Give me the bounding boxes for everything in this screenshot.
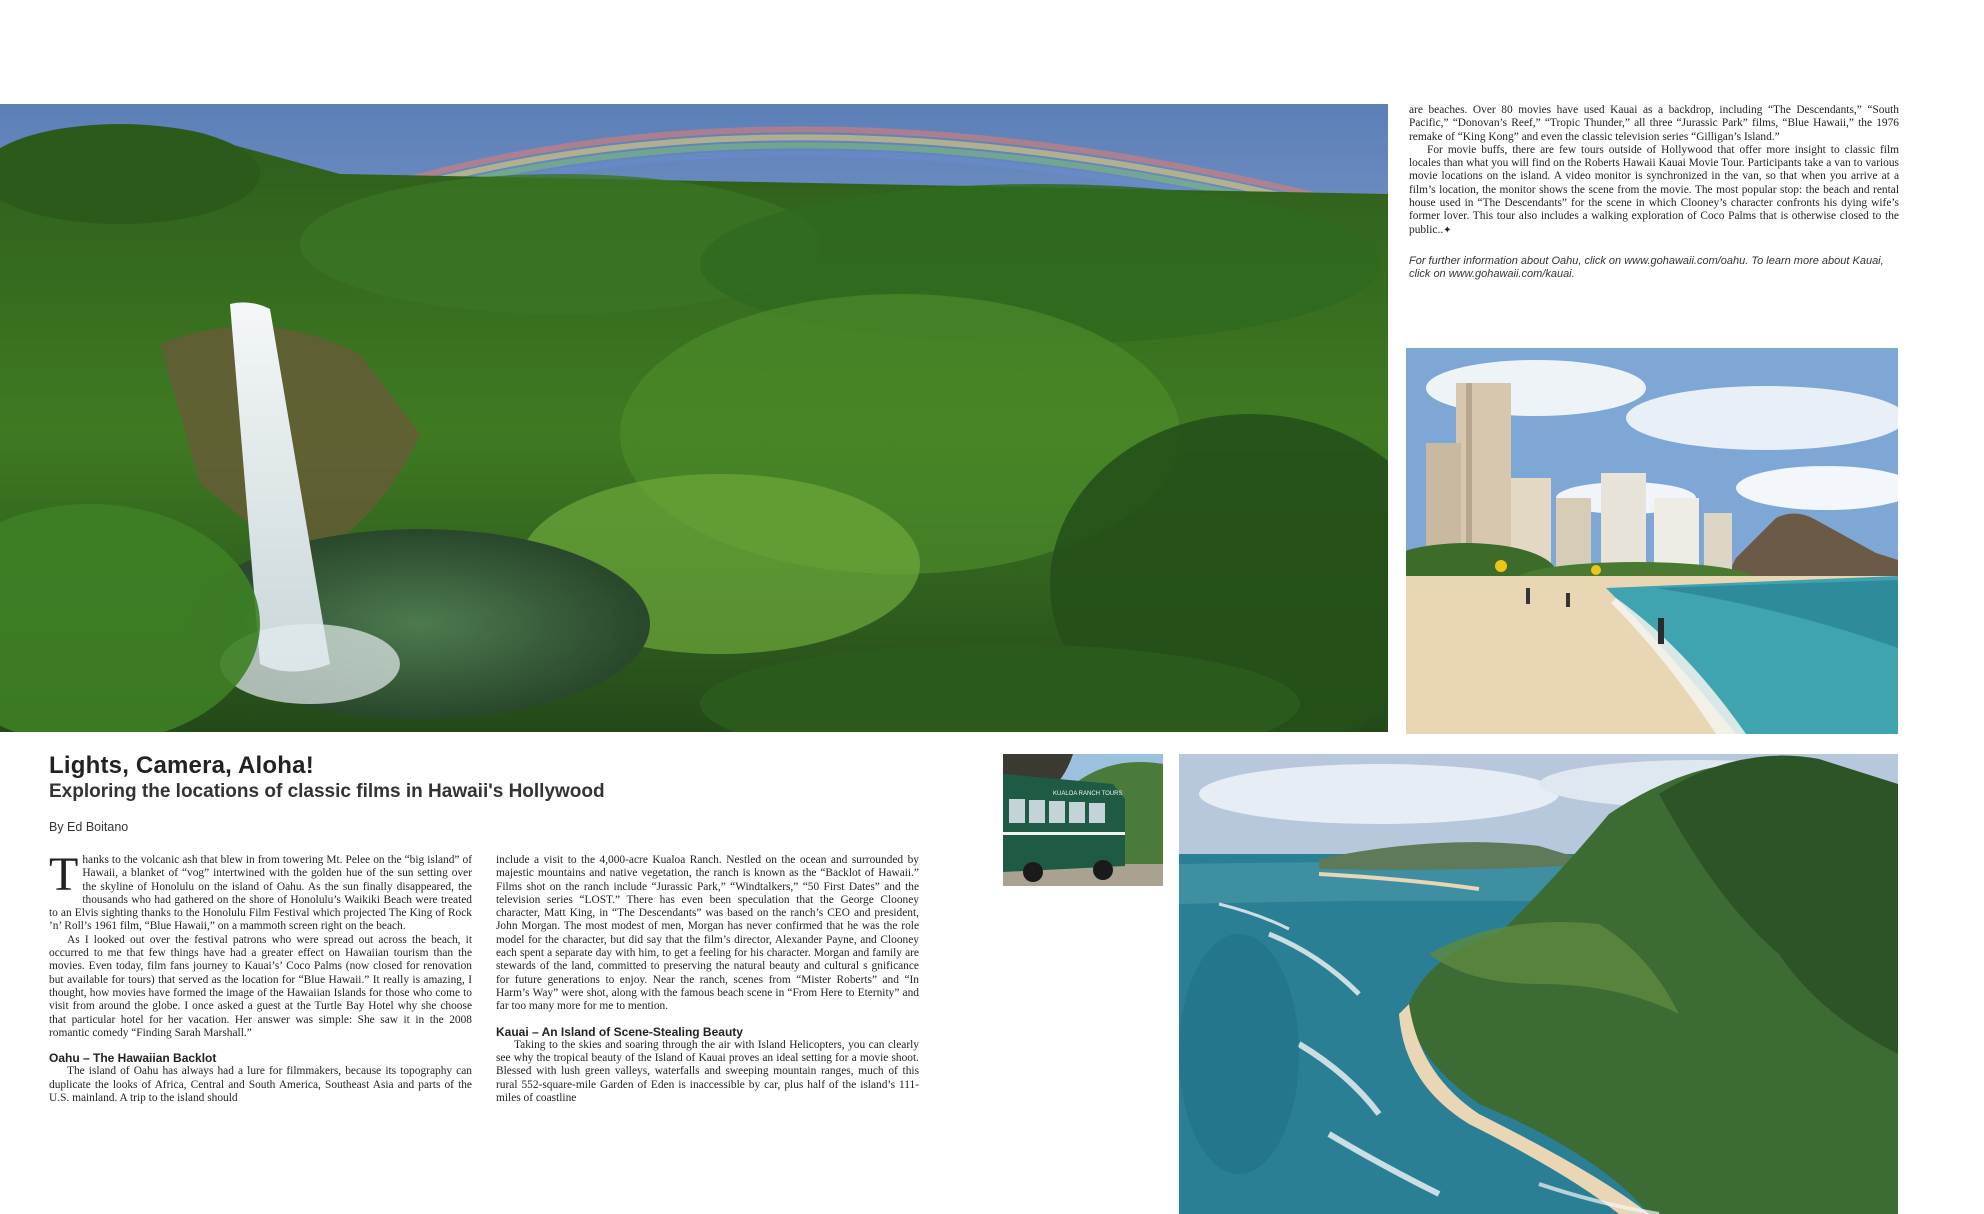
end-mark-icon: ✦ (1443, 224, 1452, 236)
article-headline: Lights, Camera, Aloha! (49, 752, 314, 779)
waterfall-illustration (0, 104, 1388, 732)
text-column-2 (496, 854, 919, 1105)
paragraph-kauai: Taking to the skies and soaring through the air with Island Helicopters, you can clearly see why the tropical beauty of the Island of Kauai proves an ideal setting for a movie shoot. Blessed with lush green valleys, waterfalls and sweeping mountain ranges, much of this rural 552-square-mile Garden of Eden is inaccessible by car, plus half of the island’s 111- miles of coastline (496, 1038, 919, 1105)
text-column-1 (49, 848, 472, 1105)
waikiki-beach-photo (1406, 348, 1898, 734)
section-heading-oahu: Oahu – The Hawaiian Backlot (49, 1051, 217, 1066)
waikiki-illustration (1406, 348, 1898, 734)
bus-sign-text: KUALOA RANCH TOURS (1053, 791, 1123, 797)
article-byline: By Ed Boitano (49, 820, 129, 834)
paragraph-movie-tour (1409, 144, 1899, 237)
drop-cap: T (49, 848, 79, 901)
paragraph-intro-text: hanks to the volcanic ash that blew in from towering Mt. Pelee on the “big island” of Hawaii, a blanket of “vog” intertwined with the golden hue of the sun setting over the skyline of Honolulu on the island of Oahu. As the sun finally disappeared, the thousands who had gathered on the shore of Honolulu’s Waikiki Beach were treated to an Elvis sighting thanks to the Honolulu Film Festival which projected The King of Rock ’n’ Roll’s 1961 film, “Blue Hawaii,” on a mammoth screen right on the beach. (49, 854, 472, 933)
tour-bus-illustration (1003, 754, 1163, 886)
section-heading-kauai: Kauai – An Island of Scene-Stealing Beauty (496, 1024, 743, 1039)
paragraph-festival: As I looked out over the festival patrons who were spread out across the beach, it occurred to me that few things have had a greater effect on Hawaiian tourism than the movies. Even today, film fans journey to Kauai’s’ Coco Palms (now closed for renovation but available for tours) that served as the location for “Blue Hawaii.” It really is amazing, I thought, how movies have formed the image of the Hawaiian Islands for those who come to visit from around the globe. I once asked a guest at the Turtle Bay Hotel why she choose that particular hotel for her vacation. Her answer was simple: She saw it in the 2008 romantic comedy “Finding Sarah Marshall.” (49, 933, 472, 1039)
paragraph-beaches: are beaches. Over 80 movies have used Kauai as a backdrop, including “The Descendants,” “South Pacific,” “Donovan’s Reef,” “Tropic Thunder,” all three “Jurassic Park” films, “Blue Hawaii,” the 1976 remake of “King Kong” and even the classic television series “Gilligan’s Island.” (1409, 104, 1899, 143)
tour-bus-photo (1003, 754, 1163, 886)
paragraph-movie-tour-text: For movie buffs, there are few tours outside of Hollywood that offer more insight to classic film locales than what you will find on the Roberts Hawaii Kauai Movie Tour. Participants take a van to various movie locations on the island. A video monitor is synchronized in the van, so that when you arrive at a film’s location, the monitor shows the scene from the movie. The most popular stop: the beach and rental house used in “The Descendants” for the scene in which Clooney’s character confronts his dying wife’s former lover. This tour also includes a walking exploration of Coco Palms that is otherwise closed to the public.. (1409, 143, 1899, 236)
paragraph-oahu: The island of Oahu has always had a lure for filmmakers, because its topography can duplicate the looks of Africa, Central and South America, Southeast Asia and parts of the U.S. mainland. A trip to the island should (49, 1065, 472, 1105)
waterfall-rainbow-photo (0, 104, 1388, 732)
text-column-3 (1409, 104, 1899, 281)
coastline-illustration (1179, 754, 1898, 1214)
kauai-coastline-photo (1179, 754, 1898, 1214)
paragraph-intro (49, 848, 472, 934)
article-subheadline: Exploring the locations of classic films in Hawaii's Hollywood (49, 781, 605, 802)
paragraph-kualoa: include a visit to the 4,000-acre Kualoa Ranch. Nestled on the ocean and surrounded by majestic mountains and native vegetation, the ranch is known as the “Backlot of Hawaii.” Films shot on the ranch include “Jurassic Park,” “Windtalkers,” “50 First Dates” and the television series “LOST.” There has even been speculation that the George Clooney character, Matt King, in “The Descendants” was based on the ranch’s CEO and president, John Morgan. The most modest of men, Morgan has never confirmed that he was the role model for the character, but did say that the film’s director, Alexander Payne, and Clooney each spent a separate day with him, to get a feeling for his character. Morgan and family are stewards of the land, committed to preserving the natural beauty and cultural s gnificance for future generations to enjoy. Near the ranch, scenes from “Mister Roberts” and “In Harm’s Way” were shot, along with the famous beach scene in “From Here to Eternity” and far too many more for me to mention. (496, 854, 919, 1013)
info-note: For further information about Oahu, click on www.gohawaii.com/oahu. To learn more about Kauai, click on www.gohawaii.com/kauai. (1409, 254, 1884, 280)
